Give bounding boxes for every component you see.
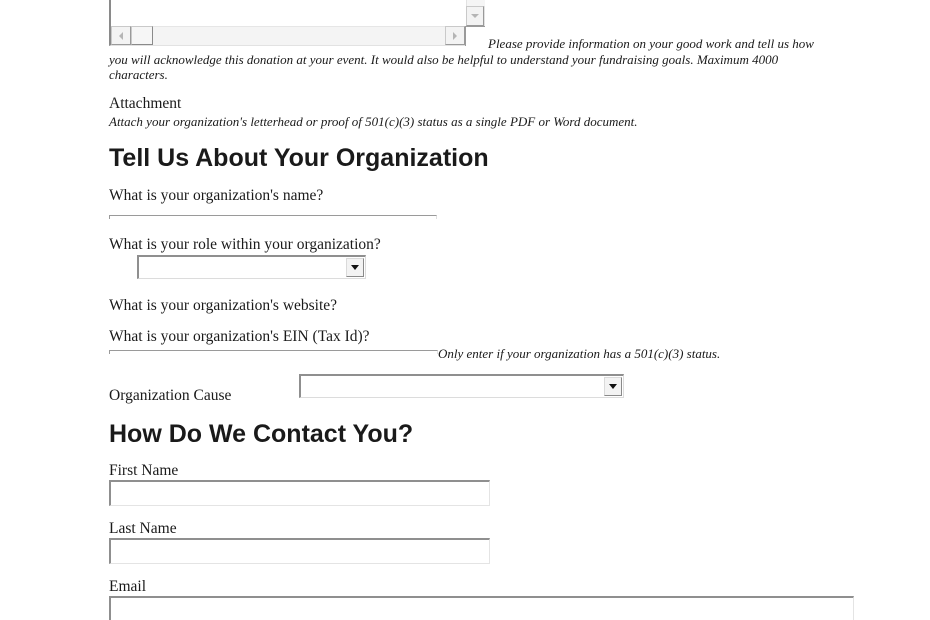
org-cause-dropdown-button[interactable] <box>604 377 622 396</box>
scroll-down-button[interactable] <box>466 6 484 26</box>
last-name-label: Last Name <box>109 520 177 537</box>
org-name-input[interactable] <box>109 215 437 219</box>
org-role-dropdown-button[interactable] <box>346 258 364 277</box>
org-ein-input[interactable] <box>109 350 438 354</box>
org-role-label: What is your role within your organization? <box>109 236 381 253</box>
org-website-label: What is your organization's website? <box>109 297 338 314</box>
donation-description-help: Please provide information on your good work and tell us how you will acknowledge this donation at your event. It would also be helpful to understand your fundraising goals. Maximum 4000 characters. <box>109 36 814 82</box>
caret-down-icon <box>351 265 359 270</box>
org-cause-select[interactable] <box>299 374 624 398</box>
org-role-select[interactable] <box>137 255 366 279</box>
organization-section-heading: Tell Us About Your Organization <box>109 144 489 172</box>
chevron-down-icon <box>471 14 479 18</box>
email-label: Email <box>109 578 147 595</box>
org-ein-label: What is your organization's EIN (Tax Id)? <box>109 328 370 345</box>
attachment-help: Attach your organization's letterhead or proof of 501(c)(3) status as a single PDF or Word document. <box>109 114 638 129</box>
first-name-label: First Name <box>109 462 179 479</box>
contact-section-heading: How Do We Contact You? <box>109 420 414 448</box>
org-name-label: What is your organization's name? <box>109 187 324 204</box>
attachment-label: Attachment <box>109 95 182 112</box>
last-name-input[interactable] <box>109 538 490 564</box>
first-name-input[interactable] <box>109 480 490 506</box>
caret-down-icon <box>609 384 617 389</box>
org-cause-label: Organization Cause <box>109 387 232 404</box>
org-ein-help: Only enter if your organization has a 501(c)(3) status. <box>438 346 721 361</box>
email-input[interactable] <box>109 596 854 620</box>
